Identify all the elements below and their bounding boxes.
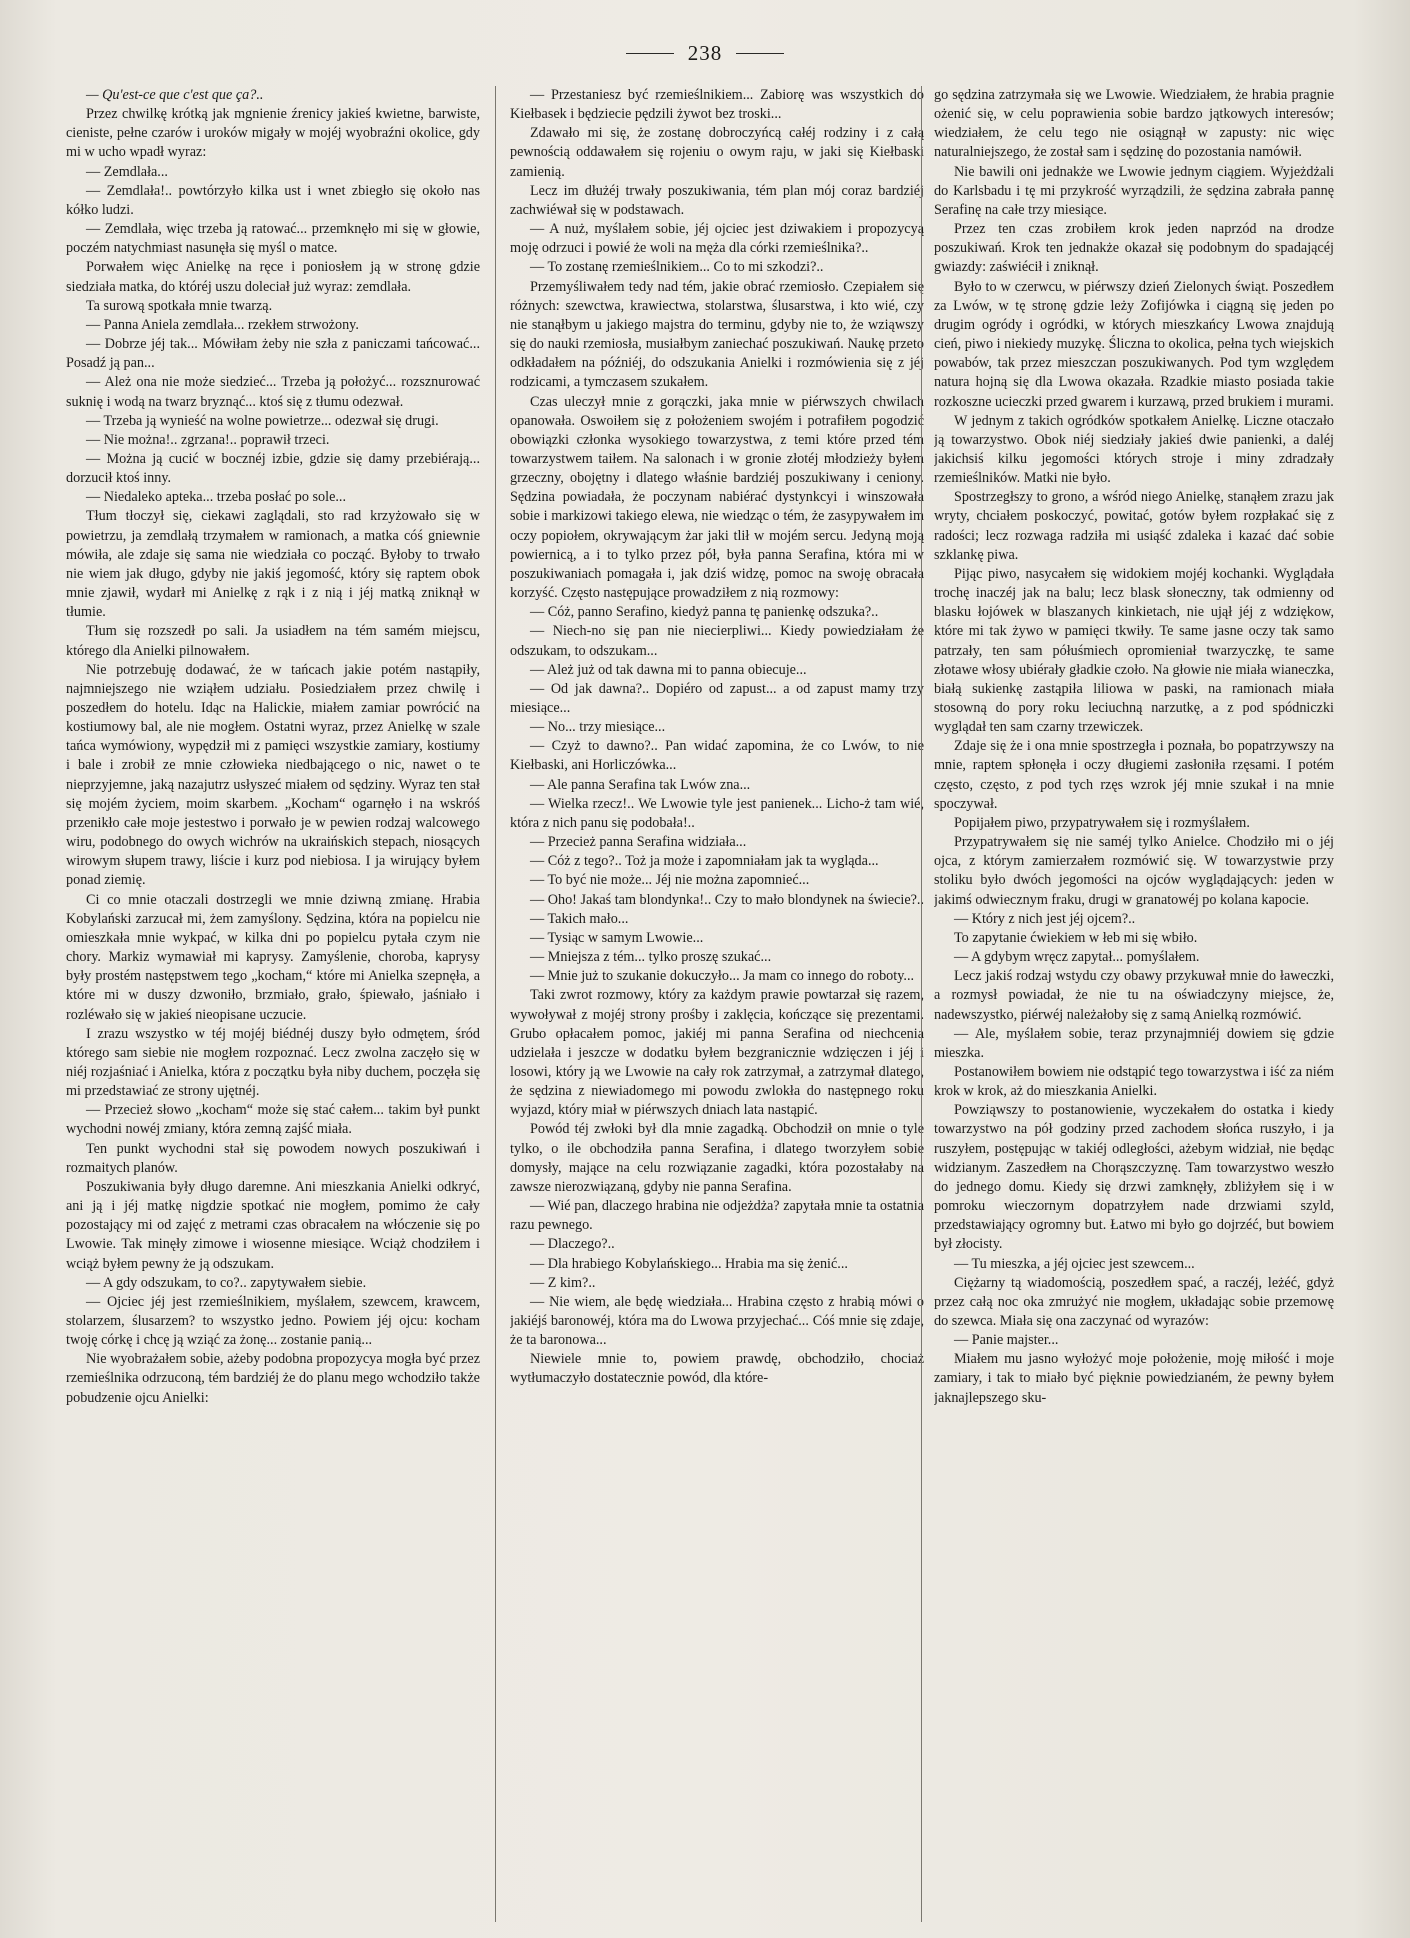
paragraph: — Czyż to dawno?.. Pan widać zapomina, że co Lwów, to nie Kiełbaski, ani Horliczówka... [510, 738, 924, 774]
paragraph: — Tu mieszka, a jéj ojciec jest szewcem... [954, 1255, 1195, 1272]
paragraph: Lecz im dłużéj trwały poszukiwania, tém plan mój coraz bardziéj zachwiéwał się w podstawach. [510, 182, 924, 218]
paragraph: — Takich mało... [530, 910, 629, 927]
paragraph: — Tysiąc w samym Lwowie... [530, 929, 704, 946]
paragraph: — Cóż z tego?.. Toż ja może i zapomniałam jak ta wygląda... [530, 853, 879, 870]
paragraph: Lecz jakiś rodzaj wstydu czy obawy przykuwał mnie do ławeczki, a rozmysł powiadał, że nie tu na oświadczyny miejsce, że, nadewszystko, piérwéj należałoby się z samą Anielką rozmówić. [934, 968, 1334, 1023]
paragraph: Tłum tłoczył się, ciekawi zaglądali, sto rad krzyżowało się w powietrzu, ja zemdlałą trzymałem w ramionach, a matka cóś gniewnie mówiła, ale zdaje się sama nie wiedziała co począć. Byłoby to trwało nie wiem jak długo, gdyby nie jakiś jegomość, który się raptem obok mnie zjawił, wydarł mi Anielkę z rąk i z nią i jéj matką zniknął w tłumie. [66, 508, 480, 621]
paragraph: — Zemdlała!.. powtórzyło kilka ust i wnet zbiegło się około nas kółko ludzi. [66, 182, 480, 218]
paragraph: — Panie majster... [954, 1332, 1059, 1349]
paragraph: Nie bawili oni jednakże we Lwowie jednym ciągiem. Wyjeżdżali do Karlsbadu i tę mi przykrość wyrządzili, że sędzina zabrała pannę Serafinę na całe trzy miesiące. [934, 163, 1334, 218]
paragraph: Popijałem piwo, przypatrywałem się i rozmyślałem. [954, 814, 1250, 831]
paragraph: Było to w czerwcu, w piérwszy dzień Zielonych świąt. Poszedłem za Lwów, w tę stronę gdzie leży Zofijówka i ciągną się jeden po drugim ogródy i ogródki, w których mieszkańcy Lwowa znajdują cień, piwo i niekiedy muzykę. Śliczna to okolica, pełna tych wiejskich powabów, tak przez mieszczan poszukiwanych. Pod tym względem natura hojną się dla Lwowa okazała. Rzadkie miasto posiada takie rozkoszne ucieczki przed gwarem i kurzawą, przed brukiem i murami. [934, 278, 1334, 410]
paragraph: — Można ją cucić w bocznéj izbie, gdzie się damy przebiérają... dorzucił ktoś inny. [66, 450, 480, 487]
text-column-2 [510, 86, 924, 1922]
column-divider [495, 86, 496, 1922]
paragraph: — Nie wiem, ale będę wiedziała... Hrabina często z hrabią mówi o jakiéjś baronowéj, która ma do Lwowa przyjechać... Cóś mnie się zdaje, że ta baronowa... [510, 1293, 924, 1349]
paragraph: Spostrzegłszy to grono, a wśród niego Anielkę, stanąłem zrazu jak wryty, chciałem poskoczyć, powitać, gotów byłem rozpłakać się z radości; lecz rozwaga radziła mi usiąść zdaleka i kazać dać sobie szklankę piwa. [934, 489, 1334, 563]
paragraph: — Mnie już to szukanie dokuczyło... Ja mam co innego do roboty... [530, 968, 915, 985]
header-rule-right [736, 53, 784, 54]
paragraph: Postanowiłem bowiem nie odstąpić tego towarzystwa i iść za niém krok w krok, aż do mieszkania Anielki. [934, 1063, 1334, 1100]
text-column-3 [934, 86, 1334, 1922]
paragraph: Przez chwilkę krótką jak mgnienie źrenicy jakieś kwietne, barwiste, cieniste, pełne czarów i uroków migały w mojéj wyobraźni okolice, gdy mi w ucho wpadł wyraz: [66, 106, 480, 161]
paragraph: go sędzina zatrzymała się we Lwowie. Wiedziałem, że hrabia pragnie ożenić się, w celu poprawienia sobie bardzo jątkowych interesów; wiedziałem, że celu tego nie osiągnął w zapusty: nic więc naturalniejszego, że został sam i sędzinę do pozostania namówił. [934, 87, 1334, 161]
paragraph: — Ależ ona nie może siedzieć... Trzeba ją położyć... rozsznurować suknię i wodą na twarz bryznąć... ktoś się z tłumu odezwał. [66, 374, 480, 410]
paragraph: — Z kim?.. [530, 1274, 596, 1291]
paragraph: — Dobrze jéj tak... Mówiłam żeby nie szła z paniczami tańcować... Posadź ją pan... [66, 336, 480, 372]
paragraph: — Niech-no się pan nie niecierpliwi... Kiedy powiedziałam że odszukam, to odszukam... [510, 623, 924, 659]
paragraph: Nie potrzebuję dodawać, że w tańcach jakie potém nastąpiły, najmniejszego nie wziąłem udziału. Posiedziałem przez chwilę i poszedłem do hotelu. Idąc na Halickie, miałem zamiar powrócić na kostiumowy bal, ale nie mogłem. Ostatni wyraz, przez Anielkę w szale tańca wymówiony, wypędził mi z pamięci wszystkie zamiary, kostiumy i bale i zrobił ze mnie człowieka niedbającego o nic, nawet o te nieprzyjemne, jaką nazajutrz usłyszeć miałem od sędziny. Wyraz ten stał się mojém życiem, moim skarbem. „Kocham“ ogarnęło i na wskróś przenikło całe moje jestestwo i porwało je w pewien rodzaj walcowego wiru, podobnego do owych wichrów na ukraińskich stepach, niosących wirowym słupem trawy, liście i kurz pod niebiosa. I ja wirujący byłem ponad ziemię. [66, 661, 480, 889]
paragraph: — Dlaczego?.. [530, 1236, 615, 1253]
paragraph: Zdawało mi się, że zostanę dobroczyńcą całéj rodziny i z całą pewnością oddawałem się rojeniu o owym raju, w jaki się Kiełbaski zamienią. [510, 125, 924, 180]
paragraph: — Trzeba ją wynieść na wolne powietrze... odezwał się drugi. [86, 412, 439, 429]
paragraph: W jednym z takich ogródków spotkałem Anielkę. Liczne otaczało ją towarzystwo. Obok niéj siedziały jakieś dwie panienki, a daléj jakichsiś kilku jegomości których stroje i miny zdradzały rzemieślników. Matki nie było. [934, 412, 1334, 487]
paragraph: I zrazu wszystko w téj mojéj biédnéj duszy było odmętem, śród którego sam siebie nie mogłem rozpoznać. Lecz zwolna zaczęło się w niéj rozjaśniać i Anielka, która z początku była niby duchem, poczęła się mi przedstawiać ze strony ujętnéj. [66, 1025, 480, 1100]
paragraph: Przez ten czas zrobiłem krok jeden naprzód na drodze poszukiwań. Krok ten jednakże okazał się podobnym do spadającéj gwiazdy: zaświécił i zniknął. [934, 221, 1334, 276]
paragraph: Ciężarny tą wiadomością, poszedłem spać, a raczéj, leżéć, gdyż przez całą noc oka zmrużyć nie mogłem, układając sobie przemowę do szewca. Miała się ona zaczynać od wyrazów: [934, 1274, 1334, 1329]
paragraph: — Oho! Jakaś tam blondynka!.. Czy to mało blondynek na świecie?.. [530, 891, 924, 908]
paragraph: — To być nie może... Jéj nie można zapomnieć... [530, 872, 810, 889]
paragraph: Przemyśliwałem tedy nad tém, jakie obrać rzemiosło. Czepiałem się różnych: szewctwa, krawiectwa, stolarstwa, ślusarstwa, i kto wié, czy nie stanąłbym u jakiego majstra do terminu, gdyby nie to, że wziąwszy się do nauki rzemiosła, musiałbym zaniechać poszukiwań. Naukę przeto odkładałem na późniéj, do odszukania Anielki i rozmówienia się z jéj rodzicami, a tymczasem szukałem. [510, 278, 924, 391]
paragraph: Pijąc piwo, nasycałem się widokiem mojéj kochanki. Wyglądała trochę inaczéj jak na balu; lecz blask słoneczny, tak odmienny od blasku łojówek w blaszanych kinkietach, nie ujął jéj z wdziękow, które mi tak żywo w pamięci tkwiły. Te same jasne oczy tak samo patrzały, ten sam półuśmiech opromieniał twarzyczkę, te same złotawe włosy ubiérały gładkie czoło. Na głowie nie miała wianeczka, białą sukienkę zastąpiła liliowa w paski, na ramionach miała stosowną do pory roku leciuchną narzutkę, a z pod spódniczki wyglądał ten sam czarny trzewiczek. [934, 565, 1334, 736]
paragraph: Czas uleczył mnie z gorączki, jaka mnie w piérwszych chwilach opanowała. Oswoiłem się z położeniem swojém i potrafiłem pogodzić obowiązki członka wysokiego towarzystwa, z temi które przed tém towarzystwem taiłem. Na salonach i w gronie złotéj młodzieży byłem grzeczny, obojętny i dlatego właśnie bardziéj poszukiwany i ceniony. Sędzina powiadała, że poczynam nabiérać dystynkcyi i winszowała sobie i markizowi takiego elewa, nie wiedząc o tém, że zasypywałem im oczy popiołem, okrywającym żar jaki tlił w mojém sercu. Jedyną moją powiernicą, a i to tylko przez pół, była panna Serafina, która mi w poszukiwaniach pomagała i, jak dziś widzę, pomoc na swoję obracała korzyść. Często następujące prowadziłem z nią rozmowy: [510, 393, 924, 602]
paragraph: — Niedaleko apteka... trzeba posłać po sole... [86, 489, 347, 506]
paragraph: Ten punkt wychodni stał się powodem nowych poszukiwań i rozmaitych planów. [66, 1140, 480, 1176]
paragraph: — Ależ już od tak dawna mi to panna obiecuje... [530, 661, 807, 678]
paragraph: Powziąwszy to postanowienie, wyczekałem do ostatka i kiedy towarzystwo na pół godziny przed zachodem słońca ruszyło, i ja ruszyłem, postępując w takiéj odległości, ażebym widział, nie będąc widzianym. Zaszedłem na Chorąszczyznę. Tam towarzystwo weszło do jednego domu. Kiedy się drzwi zamknęły, zbliżyłem się i w pomroku wieczornym dopatrzyłem nade drzwiami szyld, przedstawiający ogromny but. Łatwo mi było go dojrzéć, but bowiem był złocisty. [934, 1102, 1334, 1253]
paragraph: — A gdybym wręcz zapytał... pomyślałem. [954, 949, 1200, 966]
paragraph: Taki zwrot rozmowy, który za każdym prawie powtarzał się razem, wywoływał z mojéj strony prośby i zaklęcia, kończące się prezentami. Grubo opłacałem pomoc, jakiéj mi panna Serafina od niechcenia udzielała i jeszcze w dodatku byłem bezgranicznie wdzięczen i jéj i losowi, który ją we Lwowie na cały rok zatrzymał, a zatrzymał dlatego, że sędzina z niewiadomego mi powodu zwlokła do następnego roku wyjazd, który miał w piérwszych dniach lata nastąpić. [510, 987, 924, 1119]
paragraph: — Nie można!.. zgrzana!.. poprawił trzeci. [86, 431, 330, 448]
paragraph: — Dla hrabiego Kobylańskiego... Hrabia ma się żenić... [530, 1255, 848, 1272]
paragraph: — Wié pan, dlaczego hrabina nie odjeżdża? zapytała mnie ta ostatnia razu pewnego. [510, 1198, 924, 1234]
paragraph: — Ale, myślałem sobie, teraz przynajmniéj dowiem się gdzie mieszka. [934, 1025, 1334, 1061]
text-column-1 [66, 86, 480, 1922]
paragraph: — Przecież panna Serafina widziała... [530, 834, 747, 851]
paragraph: — Przecież słowo „kocham“ może się stać całem... takim był punkt wychodni nowéj zmiany, która zemną zajść miała. [66, 1102, 480, 1138]
paragraph: Przypatrywałem się nie saméj tylko Anielce. Chodziło mi o jéj ojca, z którym zamierzałem rozmówić się. W towarzystwie przy stoliku było dwóch jegomości na ojców wyglądających: jeden w jakimś odwiecznym fraku, drugi w granatowéj po kolana kapocie. [934, 834, 1334, 908]
paragraph: — Który z nich jest jéj ojcem?.. [954, 910, 1136, 927]
page-number: 238 [687, 40, 723, 65]
paragraph: — No... trzy miesiące... [530, 719, 666, 736]
paragraph: — Ale panna Serafina tak Lwów zna... [530, 776, 751, 793]
paragraph: Poszukiwania były długo daremne. Ani mieszkania Anielki odkryć, ani ją i jéj matkę nigdzie spotkać nie mogłem, pomimo że cały pozostający mi od zajęć z metrami czas obracałem na włóczenie się po Lwowie. Tak minęły zimowe i wiosenne miesiące. Wciąż chodziłem i wciąż byłem pewny że ją odszukam. [66, 1178, 480, 1272]
paragraph: — To zostanę rzemieślnikiem... Co to mi szkodzi?.. [530, 259, 824, 276]
paragraph: Ta surową spotkała mnie twarzą. [86, 297, 273, 314]
paragraph: Nie wyobrażałem sobie, ażeby podobna propozycya mogła być przez rzemieślnika odrzuconą, tém bardziéj że do planu mego wchodziło także pobudzenie ojcu Anielki: [66, 1351, 480, 1406]
paragraph: — Panna Aniela zemdlała... rzekłem strwożony. [86, 316, 359, 333]
paragraph: — Ojciec jéj jest rzemieślnikiem, myślałem, szewcem, krawcem, stolarzem, ślusarzem? to wszystko jedno. Powiem jéj ojcu: kocham twoję córkę i chcę ją wziąć za żonę... zostanie panią... [66, 1293, 480, 1349]
paragraph: — Cóż, panno Serafino, kiedyż panna tę panienkę odszuka?.. [530, 604, 879, 621]
paragraph: — Zemdlała... [86, 163, 168, 180]
paragraph: — Mniejsza z tém... tylko proszę szukać... [530, 949, 772, 966]
paragraph: To zapytanie ćwiekiem w łeb mi się wbiło. [954, 929, 1198, 946]
paragraph: Miałem mu jasno wyłożyć moje położenie, moję miłość i moje zamiary, i tak to miało być pięknie powiedzianém, że pewny byłem jaknajlepszego sku- [934, 1351, 1334, 1406]
paragraph: — Zemdlała, więc trzeba ją ratować... przemknęło mi się w głowie, poczém natychmiast nasunęła się myśl o matce. [66, 221, 480, 257]
paragraph: Zdaje się że i ona mnie spostrzegła i poznała, bo popatrzywszy na mnie, raptem spłonęła i oczy długiemi zasłoniła rzęsami. I potém często, często, z pod tych rzęs wzrok jéj mnie szukał i na mnie spoczywał. [934, 738, 1334, 812]
paragraph: — Od jak dawna?.. Dopiéro od zapust... a od zapust mamy trzy miesiące... [510, 680, 924, 716]
paragraph: — A gdy odszukam, to co?.. zapytywałem siebie. [86, 1274, 367, 1291]
paragraph: — Wielka rzecz!.. We Lwowie tyle jest panienek... Licho-ż tam wié, która z nich panu się podobała!.. [510, 795, 924, 831]
paragraph: — A nuż, myślałem sobie, jéj ojciec jest dziwakiem i propozycyą moję odrzuci i powié że woli na męża dla córki rzemieślnika?.. [510, 221, 924, 257]
paragraph: Porwałem więc Anielkę na ręce i poniosłem ją w stronę gdzie siedziała matka, do któréj uszu doleciał już wyraz: zemdlała. [66, 259, 480, 295]
paragraph: — Qu'est-ce que c'est que ça?.. [86, 87, 264, 103]
paragraph: — Przestaniesz być rzemieślnikiem... Zabiorę was wszystkich do Kiełbasek i będziecie pędzili żywot bez troski... [510, 87, 924, 123]
column-divider [921, 86, 922, 1922]
header-rule-left [626, 53, 674, 54]
paragraph: Ci co mnie otaczali dostrzegli we mnie dziwną zmianę. Hrabia Kobylański zarzucał mi, żem zamyślony. Sędzina, która na popielcu nie omieszkała mnie wykpać, w kilka dni po popielcu pytała czym nie chory. Markiz wymawiał mi kaprysy. Zamyślenie, choroba, kaprysy były prostém następstwem tego „kocham,“ które mi Anielka szepnęła, a które mi w duszy dzwoniło, brzmiało, grało, śpiewało, jaśniało i rozléwało się w jakieś nieopisane uczucie. [66, 891, 480, 1023]
paragraph: Tłum się rozszedł po sali. Ja usiadłem na tém samém miejscu, którego dla Anielki pilnowałem. [66, 623, 480, 659]
paragraph: Powód téj zwłoki był dla mnie zagadką. Obchodził on mnie o tyle tylko, o ile obchodziła panna Serafina, i dlatego tworzyłem sobie domysły, mające na celu rozwiązanie zagadki, która pozostałaby na zawsze nierozwiązaną, gdyby nie panna Serafina. [510, 1121, 924, 1195]
page-header [0, 38, 1410, 68]
paragraph: Niewiele mnie to, powiem prawdę, obchodziło, chociaż wytłumaczyło dostatecznie powód, dla które- [510, 1351, 924, 1387]
